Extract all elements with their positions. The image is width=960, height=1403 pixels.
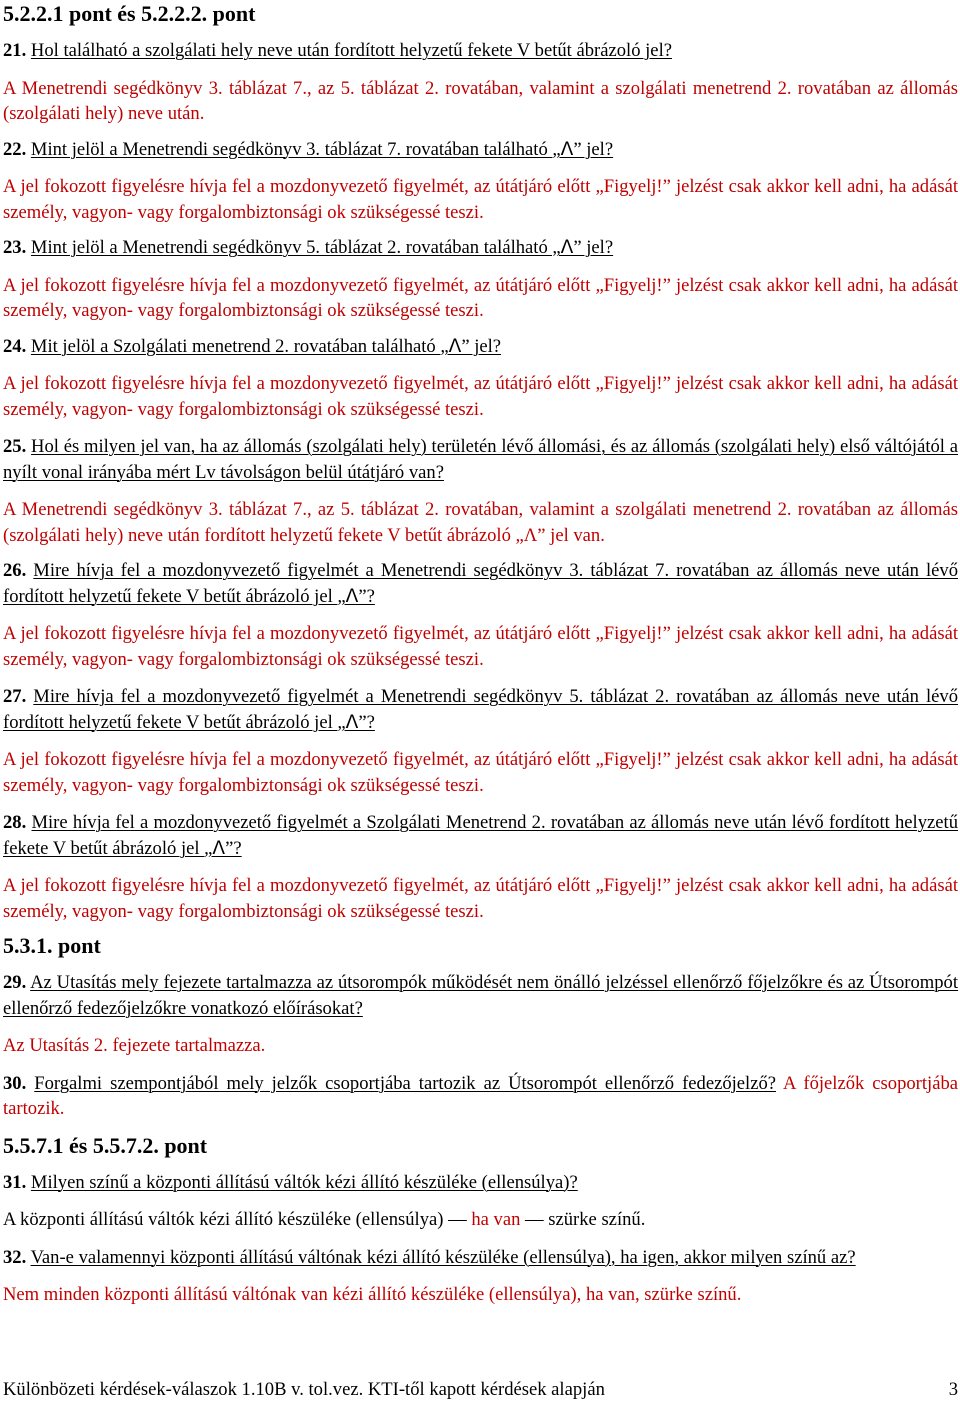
section-heading: 5.2.2.1 pont és 5.2.2.2. pont xyxy=(3,1,256,26)
question-text: Mire hívja fel a mozdonyvezető figyelmét a Menetrendi segédkönyv 3. táblázat 7. rovatában az állomás neve után lévő fordított helyzetű fekete V betűt ábrázoló jel „ᐱ”? xyxy=(3,560,959,607)
question-text: Milyen színű a központi állítású váltók kézi állító készüléke (ellensúlya)? xyxy=(30,1171,578,1193)
question-26 xyxy=(3,558,958,609)
section-heading: 5.3.1. pont xyxy=(3,933,101,958)
question-number: 23. xyxy=(3,237,27,258)
question-text: Mire hívja fel a mozdonyvezető figyelmét a Menetrendi segédkönyv 5. táblázat 2. rovatában az állomás neve után lévő fordított helyzetű fekete V betűt ábrázoló jel „ᐱ”? xyxy=(3,686,959,733)
answer-28: A jel fokozott figyelésre hívja fel a mozdonyvezető figyelmét, az útátjáró előtt „Figyelj!” jelzést csak akkor kell adni, ha adását személy, vagyon- vagy forgalombiztonsági ok szükségessé teszi. xyxy=(3,875,958,922)
question-23 xyxy=(3,235,958,261)
question-text: Hol található a szolgálati hely neve után fordított helyzetű fekete V betűt ábrázoló jel? xyxy=(30,40,672,61)
document-page xyxy=(3,0,958,1308)
question-number: 21. xyxy=(3,40,27,61)
question-21 xyxy=(3,38,958,64)
question-29 xyxy=(3,970,958,1021)
answer-25: A Menetrendi segédkönyv 3. táblázat 7., az 5. táblázat 2. rovatában, valamint a szolgálati menetrend 2. rovatában az állomás (szolgálati hely) neve után fordított helyzetű fekete V betűt ábrázoló „Λ” jel van. xyxy=(3,499,958,546)
answer-24: A jel fokozott figyelésre hívja fel a mozdonyvezető figyelmét, az útátjáró előtt „Figyelj!” jelzést csak akkor kell adni, ha adását személy, vagyon- vagy forgalombiztonsági ok szükségessé teszi. xyxy=(3,373,958,420)
question-number: 31. xyxy=(3,1171,27,1193)
question-text: Mint jelöl a Menetrendi segédkönyv 5. táblázat 2. rovatában található „ᐱ” jel? xyxy=(30,237,614,258)
question-number: 27. xyxy=(3,686,27,707)
question-32 xyxy=(3,1245,958,1271)
question-number: 24. xyxy=(3,335,27,357)
answer-23: A jel fokozott figyelésre hívja fel a mozdonyvezető figyelmét, az útátjáró előtt „Figyelj!” jelzést csak akkor kell adni, ha adását személy, vagyon- vagy forgalombiztonsági ok szükségessé teszi. xyxy=(3,274,958,321)
question-text: Az Utasítás mely fejezete tartalmazza az útsorompók működését nem önálló jelzéssel ellenőrző főjelzőkre és az Útsorompót ellenőrző fedezőjelzőkre vonatkozó előírásokat? xyxy=(3,972,959,1019)
answer-27: A jel fokozott figyelésre hívja fel a mozdonyvezető figyelmét, az útátjáró előtt „Figyelj!” jelzést csak akkor kell adni, ha adását személy, vagyon- vagy forgalombiztonsági ok szükségessé teszi. xyxy=(3,749,958,796)
answer-31-part3: — szürke színű. xyxy=(525,1209,646,1230)
question-number: 25. xyxy=(3,436,27,457)
answer-31-part2: ha van xyxy=(466,1209,526,1230)
question-number: 30. xyxy=(3,1072,27,1094)
footer-text: Különbözeti kérdések-válaszok 1.10B v. tol.vez. KTI-től kapott kérdések alapján xyxy=(3,1379,605,1400)
answer-26: A jel fokozott figyelésre hívja fel a mozdonyvezető figyelmét, az útátjáró előtt „Figyelj!” jelzést csak akkor kell adni, ha adását személy, vagyon- vagy forgalombiztonsági ok szükségessé teszi. xyxy=(3,623,958,670)
section-heading: 5.5.7.1 és 5.5.7.2. pont xyxy=(3,1132,208,1158)
answer-31-part1: A központi állítású váltók kézi állító készüléke (ellensúlya) — xyxy=(3,1209,467,1230)
question-text: Forgalmi szempontjából mely jelzők csoportjába tartozik az Útsorompót ellenőrző fedezőjelző? xyxy=(34,1072,777,1094)
answer-31 xyxy=(3,1207,958,1233)
question-text: Hol és milyen jel van, ha az állomás (szolgálati hely) területén lévő állomási, és az állomás (szolgálati hely) első váltójától a nyílt vonal irányába mért Lv távolságon belül útátjáró van? xyxy=(3,436,958,483)
answer-29: Az Utasítás 2. fejezete tartalmazza. xyxy=(3,1035,266,1056)
answer-30: A főjelzők csoportjába tartozik. xyxy=(3,1072,958,1119)
question-number: 28. xyxy=(3,812,27,833)
question-text: Van-e valamennyi központi állítású váltónak kézi állító készüléke (ellensúlya), ha igen, akkor milyen színű az? xyxy=(30,1246,856,1268)
page-footer xyxy=(3,1378,958,1402)
question-31 xyxy=(3,1170,958,1196)
question-text: Mint jelöl a Menetrendi segédkönyv 3. táblázat 7. rovatában található „ᐱ” jel? xyxy=(30,138,614,160)
question-30 xyxy=(3,1071,958,1122)
question-number: 29. xyxy=(3,972,27,993)
question-27 xyxy=(3,684,958,735)
question-28 xyxy=(3,810,958,861)
answer-22: A jel fokozott figyelésre hívja fel a mozdonyvezető figyelmét, az útátjáró előtt „Figyelj!” jelzést csak akkor kell adni, ha adását személy, vagyon- vagy forgalombiztonsági ok szükségessé teszi. xyxy=(3,176,958,223)
answer-21: A Menetrendi segédkönyv 3. táblázat 7., az 5. táblázat 2. rovatában, valamint a szolgálati menetrend 2. rovatában az állomás (szolgálati hely) neve után. xyxy=(3,77,958,124)
question-number: 26. xyxy=(3,560,27,581)
question-text: Mit jelöl a Szolgálati menetrend 2. rovatában található „ᐱ” jel? xyxy=(30,335,502,357)
question-25 xyxy=(3,434,958,485)
question-number: 32. xyxy=(3,1246,27,1268)
question-text: Mire hívja fel a mozdonyvezető figyelmét a Szolgálati Menetrend 2. rovatában az állomás neve után lévő fordított helyzetű fekete V betűt ábrázoló jel „ᐱ”? xyxy=(3,812,958,859)
question-22 xyxy=(3,137,958,163)
page-number: 3 xyxy=(948,1379,958,1400)
question-24 xyxy=(3,334,958,360)
answer-32: Nem minden központi állítású váltónak van kézi állító készüléke (ellensúlya), ha van, szürke színű. xyxy=(3,1284,742,1305)
question-number: 22. xyxy=(3,138,27,160)
